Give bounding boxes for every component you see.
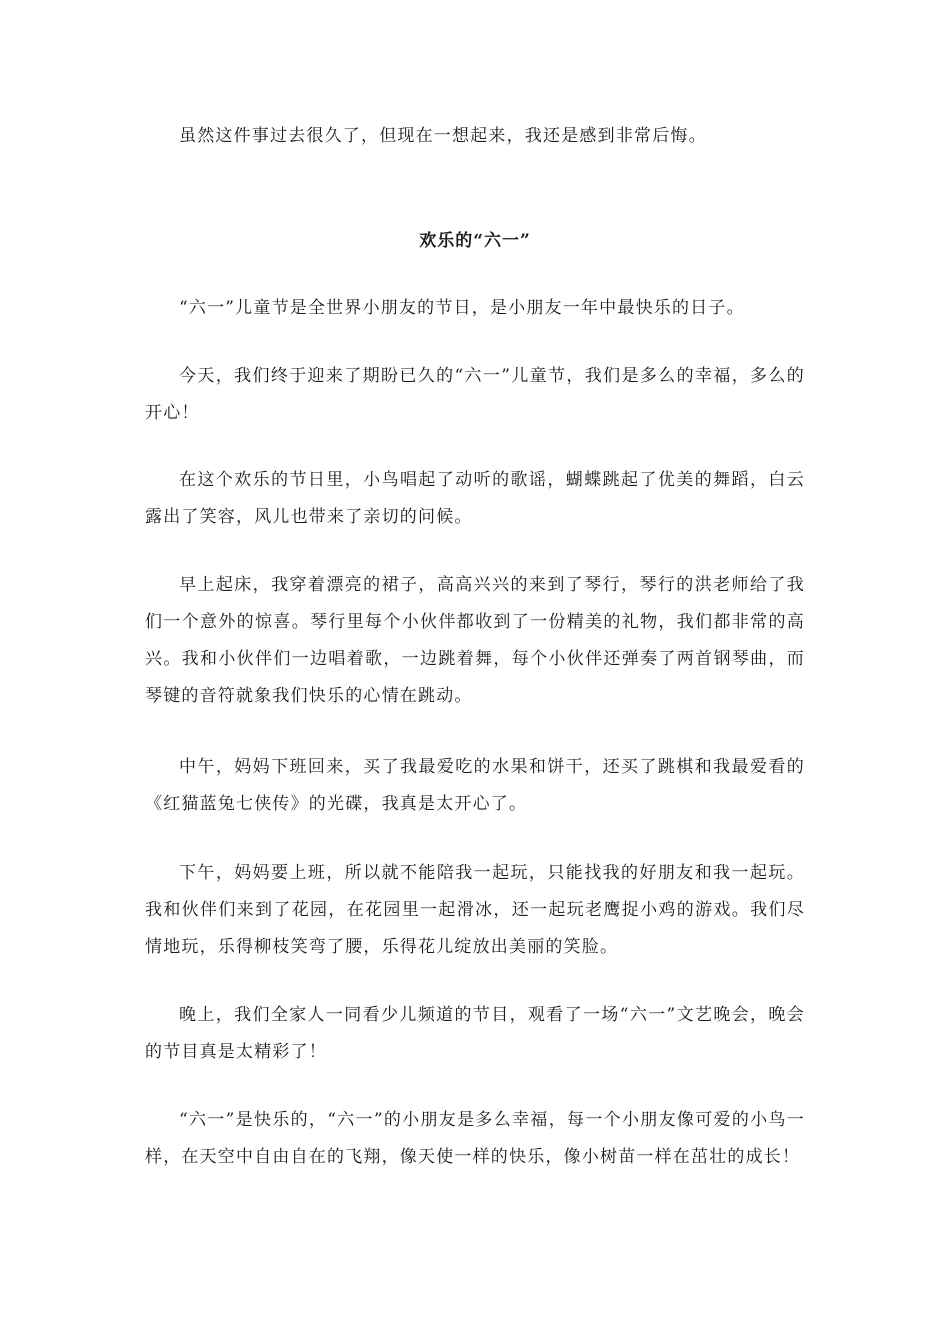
paragraph-6: 下午，妈妈要上班，所以就不能陪我一起玩，只能找我的好朋友和我一起玩。我和伙伴们来到了花园，在花园里一起滑冰，还一起玩老鹰捉小鸡的游戏。我们尽情地玩，乐得柳枝笑弯了腰，乐得花儿绽放出美丽的笑脸。 — [145, 863, 805, 957]
paragraph-2: 今天，我们终于迎来了期盼已久的“六一”儿童节，我们是多么的幸福，多么的开心！ — [145, 366, 805, 423]
paragraph-5: 中午，妈妈下班回来，买了我最爱吃的水果和饼干，还买了跳棋和我最爱看的《红猫蓝兔七侠传》的光碟，我真是太开心了。 — [145, 757, 805, 814]
paragraph-8: “六一”是快乐的，“六一”的小朋友是多么幸福，每一个小朋友像可爱的小鸟一样，在天空中自由自在的飞翔，像天使一样的快乐，像小树苗一样在茁壮的成长！ — [145, 1110, 805, 1167]
essay-title: 欢乐的“六一” — [419, 231, 531, 251]
paragraph-1: “六一”儿童节是全世界小朋友的节日，是小朋友一年中最快乐的日子。 — [179, 298, 745, 318]
paragraph-3: 在这个欢乐的节日里，小鸟唱起了动听的歌谣，蝴蝶跳起了优美的舞蹈，白云露出了笑容，风儿也带来了亲切的问候。 — [145, 470, 805, 527]
paragraph-7: 晚上，我们全家人一同看少儿频道的节目，观看了一场“六一”文艺晚会，晚会的节目真是太精彩了！ — [145, 1005, 805, 1062]
lead-paragraph: 虽然这件事过去很久了，但现在一想起来，我还是感到非常后悔。 — [179, 126, 707, 146]
paragraph-4: 早上起床，我穿着漂亮的裙子，高高兴兴的来到了琴行，琴行的洪老师给了我们一个意外的惊喜。琴行里每个小伙伴都收到了一份精美的礼物，我们都非常的高兴。我和小伙伴们一边唱着歌，一边跳着舞，每个小伙伴还弹奏了两首钢琴曲，而琴键的音符就象我们快乐的心情在跳动。 — [145, 575, 805, 706]
